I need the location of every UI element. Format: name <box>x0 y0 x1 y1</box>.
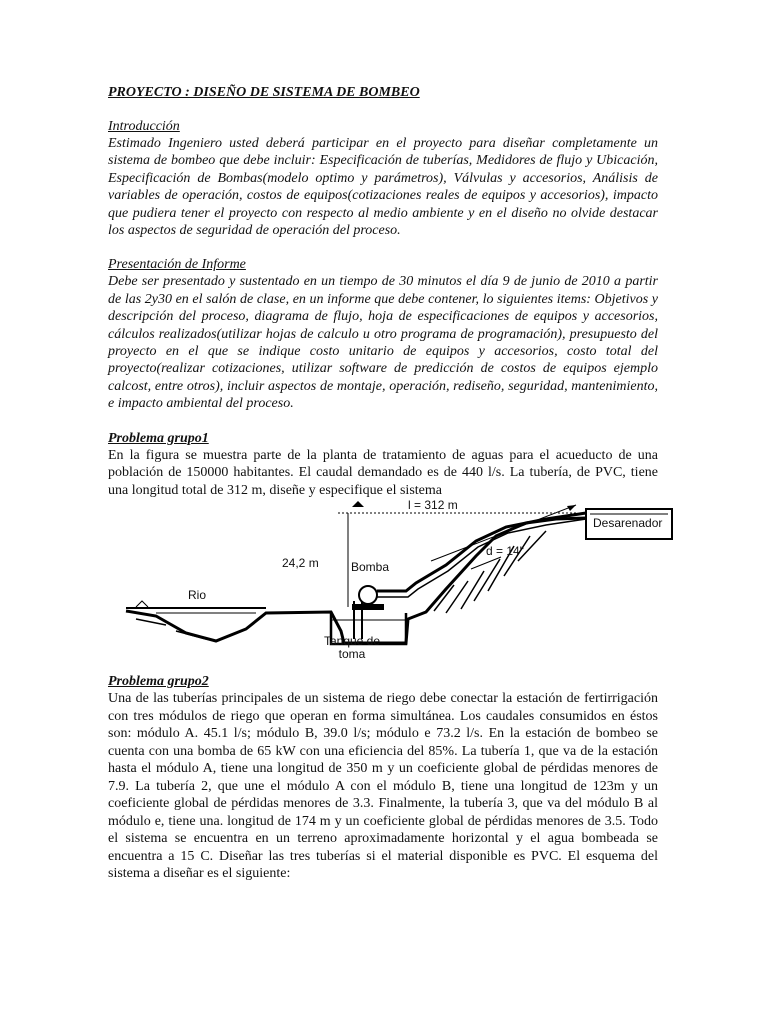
pumping-system-figure <box>116 498 676 669</box>
problem-1-paragraph: En la figura se muestra parte de la planta de tratamiento de aguas para el acueducto de una población de 150000 habitantes. El caudal demandado es de 440 l/s. La tubería, de PVC, tiene una longitud total de 312 m, diseñe y especifique el sistema <box>108 447 658 498</box>
terrain-profile <box>126 518 661 643</box>
pump-label: Bomba <box>351 560 390 575</box>
document-title: PROYECTO : DISEÑO DE SISTEMA DE BOMBEO <box>108 85 420 100</box>
document-page <box>108 84 663 883</box>
sand-trap-label: Desarenador <box>593 516 663 531</box>
river-label: Rio <box>188 588 207 603</box>
discharge-pipe-lower <box>377 519 586 597</box>
pipe-length-label: l = 312 m <box>408 498 458 513</box>
presentation-paragraph: Debe ser presentado y sustentado en un tiempo de 30 minutos el día 9 de junio de 2010 a partir de las 2y30 en el salón de clase, en un informe que debe contener, lo siguientes items: Objetivos y descripción del proceso, diagrama de flujo, hoja de especificaciones de equipos y accesorios, cálculos realizados(utilizar hojas de calculo u otro programa de programación), presupuesto del proyecto en el que se indique costo unitario de equipos y accesorios, costo total del proyecto(realizar cotizaciones, utilizar software de predicción de costos de equipos ejemplo calcost, entre otros), incluir aspectos de montaje, operación, rediseño, seguridad, mantenimiento, e impacto ambiental del proceso. <box>108 274 658 412</box>
problem-1-heading: Problema grupo1 <box>108 430 209 446</box>
length-arrowhead <box>567 505 576 511</box>
river-flow-mark <box>136 601 148 607</box>
intake-tank-label: Tanque de toma <box>323 634 381 662</box>
diameter-leader-line <box>471 557 501 569</box>
presentation-heading: Presentación de Informe <box>108 257 246 273</box>
river-bed-hatch <box>136 619 246 639</box>
problem-2-paragraph: Una de las tuberías principales de un sistema de riego debe conectar la estación de fertirrigación con tres módulos de riego que operan en forma simultánea. Los caudales consumidos en éstos son: módulo A. 45.1 l/s; módulo B, 39.0 l/s; módulo e 73.2 l/s. En la estación de bombeo se cuenta con una bomba de 65 kW con una eficiencia del 85%. La tubería 1, que va de la estación hasta el módulo A, tiene una longitud de 350 m y un coeficiente global de pérdidas menores de 7.9. La tubería 2, que une el módulo A con el módulo B, tiene una longitud de 123m y un coeficiente global de pérdidas menores de 3.3. Finalmente, la tubería 3, que va del módulo B al módulo e, tiene una. longitud de 174 m y un coeficiente global de pérdidas menores de 3.5. Todo el sistema se encuentra en un terreno aproximadamente horizontal y el agua bombeada se encuentra a 15 C. Diseñar las tres tuberías si el material disponible es PVC. El esquema del sistema a diseñar es el siguiente: <box>108 691 658 882</box>
pump-base <box>352 604 384 610</box>
level-marker-left <box>352 501 364 507</box>
pumping-diagram-drawing <box>116 498 676 669</box>
intro-heading: Introducción <box>108 119 180 134</box>
intro-paragraph: Estimado Ingeniero usted deberá participar en el proyecto para diseñar completamente un sistema de bombeo que debe incluir: Especificación de tuberías, Medidores de flujo y Ubicación, Especificación de Bombas(modelo optimo y parámetros), Válvulas y accesorios, Análisis de variables de operación, costos de equipos(cotizaciones reales de equipos y accesorios), impacto que pudiera tener el proyecto con respecto al medio ambiente y en el diseño no olvide destacar los aspectos de seguridad de operación del proceso. <box>108 136 658 239</box>
elevation-label: 24,2 m <box>282 556 319 571</box>
problem-2-heading: Problema grupo2 <box>108 674 209 690</box>
pipe-diameter-label: d = 14" <box>486 544 524 559</box>
pump-body <box>359 586 377 604</box>
